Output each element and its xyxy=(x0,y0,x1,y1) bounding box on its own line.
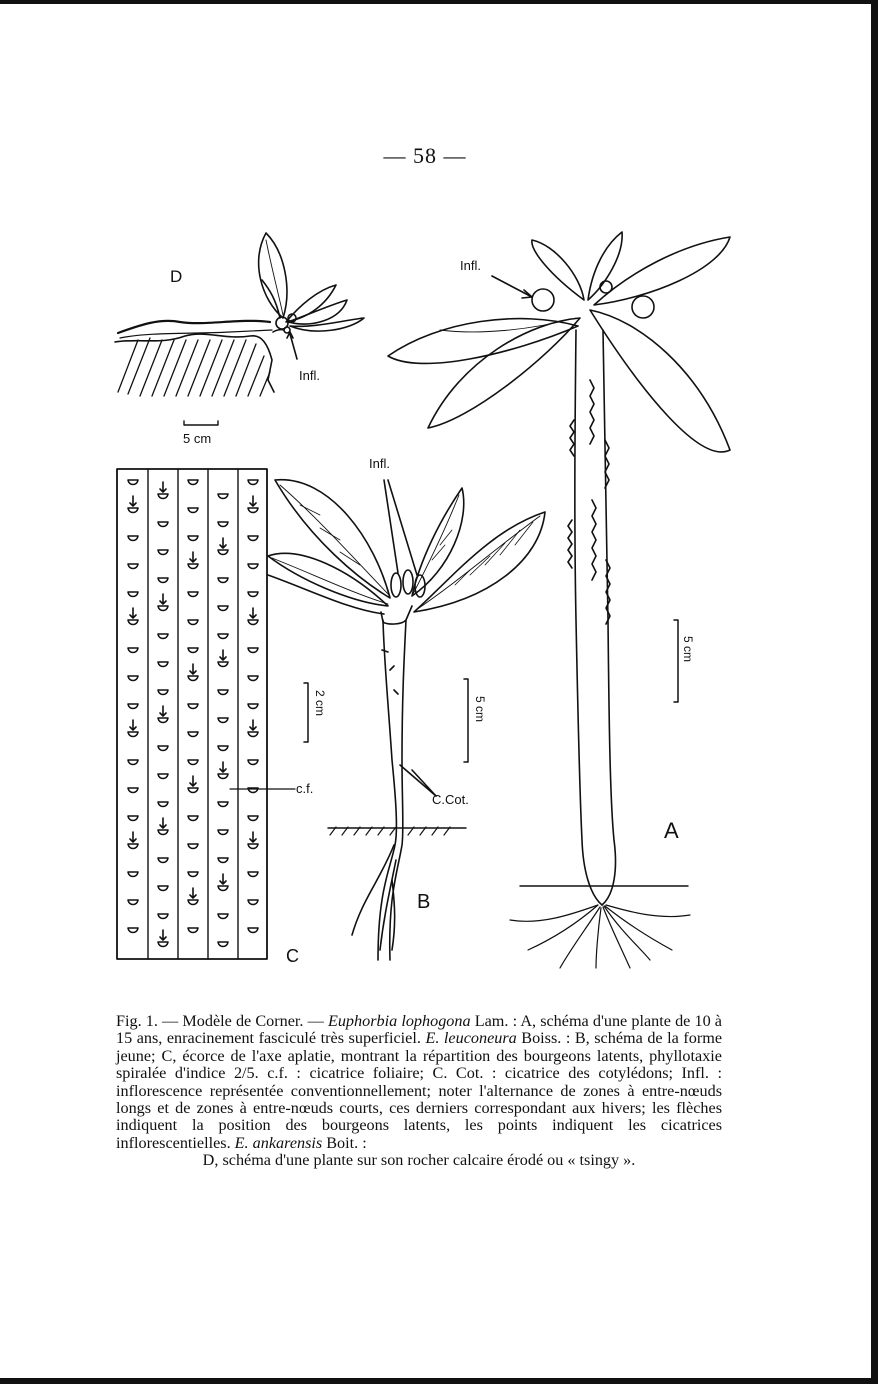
leaf-scar xyxy=(158,802,168,807)
leaf-scar xyxy=(218,718,228,723)
caption-text-3: Boit. : xyxy=(322,1133,367,1152)
leaf-scar xyxy=(248,480,258,485)
scale-c: 2 cm xyxy=(313,690,327,717)
leaf-scar xyxy=(158,830,168,835)
bud-arrow xyxy=(130,832,136,842)
caption-species-3: E. ankarensis xyxy=(234,1133,323,1152)
leaf-scar xyxy=(128,480,138,485)
leaf-scar xyxy=(128,872,138,877)
bud-arrow xyxy=(190,776,196,786)
infl-label-a: Infl. xyxy=(460,258,481,273)
leaf-scar xyxy=(188,536,198,541)
caption-species-2: E. leuconeura xyxy=(425,1029,517,1048)
scale-b: 5 cm xyxy=(473,696,487,723)
leaf-scar xyxy=(158,522,168,527)
caption-species-1: Euphorbia lophogona xyxy=(327,1012,471,1030)
leaf-scar xyxy=(218,634,228,639)
leaf-scar xyxy=(218,858,228,863)
bud-arrow xyxy=(250,608,256,618)
leaf-scar xyxy=(248,900,258,905)
leaf-scar xyxy=(248,592,258,597)
leaf-scar xyxy=(188,872,198,877)
leaf-scar xyxy=(248,732,258,737)
leaf-scar xyxy=(158,746,168,751)
leaf-scar xyxy=(218,802,228,807)
leaf-scar xyxy=(128,592,138,597)
ccot-label: C.Cot. xyxy=(432,792,469,807)
leaf-scar xyxy=(188,732,198,737)
leaf-scar xyxy=(188,788,198,793)
leaf-scar xyxy=(128,760,138,765)
panel-c-drawing xyxy=(117,469,327,966)
bud-arrow xyxy=(220,762,226,772)
scale-d: 5 cm xyxy=(183,431,212,446)
leaf-scar xyxy=(218,886,228,891)
leaf-scar xyxy=(188,760,198,765)
leaf-scar xyxy=(218,774,228,779)
bud-arrow xyxy=(160,482,166,492)
leaf-scar xyxy=(248,760,258,765)
leaf-scar xyxy=(188,480,198,485)
leaf-scar xyxy=(218,942,228,947)
panel-b-letter: B xyxy=(417,891,431,913)
bud-arrow xyxy=(160,818,166,828)
bud-arrow xyxy=(220,874,226,884)
leaf-scar xyxy=(188,816,198,821)
leaf-scar xyxy=(128,536,138,541)
panel-b-drawing xyxy=(268,456,545,960)
scale-a: 5 cm xyxy=(681,636,695,663)
bud-arrow xyxy=(220,538,226,548)
leaf-scar xyxy=(248,564,258,569)
bud-arrow xyxy=(160,594,166,604)
leaf-scar xyxy=(188,676,198,681)
bud-arrow xyxy=(190,552,196,562)
leaf-scar xyxy=(248,536,258,541)
leaf-scar xyxy=(248,928,258,933)
bud-arrow xyxy=(250,720,256,730)
leaf-scar xyxy=(128,900,138,905)
panel-c-letter: C xyxy=(286,946,299,966)
leaf-scar xyxy=(128,844,138,849)
bud-arrow xyxy=(130,720,136,730)
infl-label-b: Infl. xyxy=(369,456,390,471)
leaf-scar xyxy=(158,606,168,611)
leaf-scar xyxy=(188,592,198,597)
leaf-scar xyxy=(158,662,168,667)
leaf-scar xyxy=(248,704,258,709)
leaf-scar xyxy=(128,816,138,821)
leaf-scar xyxy=(248,620,258,625)
leaf-scar xyxy=(188,928,198,933)
bud-arrow xyxy=(190,888,196,898)
bud-arrow xyxy=(250,832,256,842)
leaf-scar xyxy=(158,942,168,947)
leaf-scar xyxy=(218,578,228,583)
leaf-scar xyxy=(218,550,228,555)
bud-arrow xyxy=(130,608,136,618)
leaf-scar xyxy=(128,788,138,793)
bud-arrow xyxy=(190,664,196,674)
leaf-scar xyxy=(128,732,138,737)
leaf-scar xyxy=(248,872,258,877)
panel-d-letter: D xyxy=(170,267,183,286)
caption-text-2: Boiss. : B, schéma de la forme jeune; C, écorce de l'axe aplatie, montrant la répartition des bourgeons latents, phyllotaxie spiralée d'indice 2/5. c.f. : cicatrice foliaire; C. Cot. : cicatrice des cotylédons; Infl. : inflorescence représentée conventionnellement; noter l'alternance de zones à entre-nœuds longs et de zones à entre-nœuds courts, ces derniers correspondant aux hivers; les flèches indiquent la position des bourgeons latents, les points indiquent les cicatrices inflorescentielles. xyxy=(116,1029,723,1152)
leaf-scar xyxy=(248,844,258,849)
leaf-scar xyxy=(218,522,228,527)
leaf-scar xyxy=(128,648,138,653)
leaf-scar xyxy=(158,494,168,499)
leaf-scar xyxy=(128,676,138,681)
leaf-scar xyxy=(218,830,228,835)
leaf-scar xyxy=(128,564,138,569)
leaf-scar xyxy=(248,648,258,653)
leaf-scar xyxy=(158,550,168,555)
leaf-scar xyxy=(188,648,198,653)
leaf-scar xyxy=(248,676,258,681)
bud-arrow xyxy=(130,496,136,506)
panel-a-letter: A xyxy=(664,818,679,843)
leaf-scar xyxy=(158,690,168,695)
leaf-scar xyxy=(218,494,228,499)
leaf-scar xyxy=(128,620,138,625)
leaf-scar xyxy=(218,746,228,751)
leaf-scar xyxy=(158,718,168,723)
leaf-scar xyxy=(218,690,228,695)
figure-caption xyxy=(116,1013,722,1170)
bud-arrow xyxy=(220,650,226,660)
leaf-scar xyxy=(128,508,138,513)
caption-fig-label: Fig. 1. — Modèle de Corner. — xyxy=(116,1012,328,1030)
leaf-scar xyxy=(128,704,138,709)
leaf-scar xyxy=(248,508,258,513)
leaf-scar xyxy=(248,816,258,821)
leaf-scar xyxy=(218,914,228,919)
leaf-scar xyxy=(158,858,168,863)
infl-label-d: Infl. xyxy=(299,368,320,383)
page-number: — 58 — xyxy=(383,143,467,168)
page-bottom-border xyxy=(0,1378,878,1384)
leaf-scar xyxy=(188,564,198,569)
panel-a-drawing xyxy=(388,232,730,968)
leaf-scar xyxy=(188,508,198,513)
panel-d-drawing xyxy=(115,233,364,446)
leaf-scar xyxy=(218,606,228,611)
caption-text-1: Lam. : A, schéma d'une plante de 10 à 15 ans, enracinement fasciculé très superficiel. xyxy=(116,1012,722,1048)
leaf-scar xyxy=(158,774,168,779)
leaf-scar xyxy=(158,914,168,919)
bud-arrow xyxy=(160,706,166,716)
leaf-scar xyxy=(188,844,198,849)
leaf-scar xyxy=(188,900,198,905)
leaf-scar xyxy=(158,578,168,583)
leaf-scar xyxy=(128,928,138,933)
leaf-scar xyxy=(188,704,198,709)
caption-last-line: D, schéma d'une plante sur son rocher calcaire érodé ou « tsingy ». xyxy=(202,1151,636,1170)
leaf-scar xyxy=(158,886,168,891)
leaf-scar xyxy=(188,620,198,625)
leaf-scar xyxy=(158,634,168,639)
cf-label: c.f. xyxy=(296,781,314,796)
leaf-scar xyxy=(218,662,228,667)
bud-arrow xyxy=(160,930,166,940)
bud-arrow xyxy=(250,496,256,506)
